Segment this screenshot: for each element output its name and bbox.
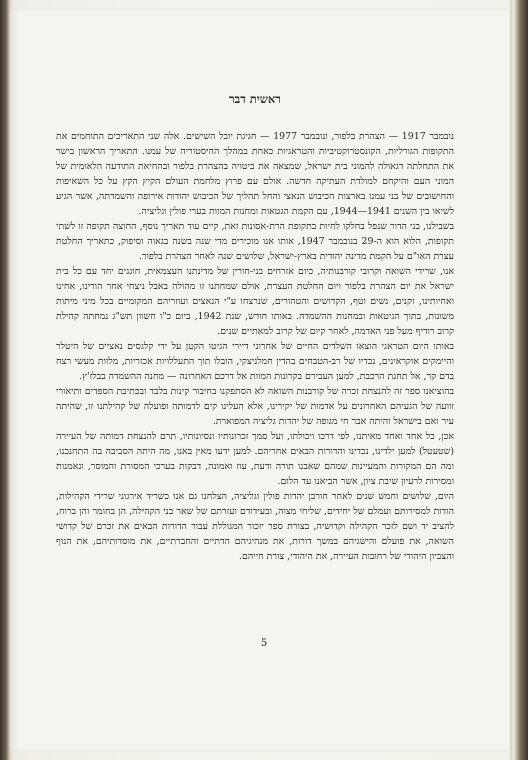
paragraph-4: באותו היום הטראגי הוצאו השלדים החיים של אחרוני דיירי הגיטו הקטן על ידי קלגסים נאציים של היטלר והיימקים אוקראינים, נכדיו של רב-הטבחים בהדין חמלניצקי, הובלו תוך התעללויות אכזריות, מלוות מעשי רצח בדם קר, אל תחנת הרכבת, למען העבירם בקרונות המוות אל דרכם האחרונה — מחנה ההשמדה בבלז'ץ.	[56, 341, 454, 382]
paragraph-3: אנו, שרידי השואה וקרובי קורבנותיה, כיום אזרחים בני-חורין של מדינתנו העצמאית, חוגגים יחד עם כל בית ישראל את יום הצהרת בלפור ויום החלטת העצרת, אולם שמחתנו זו מהולה באבל ניצחי אחר הורינו, אחינו ואחיותינו, זקנים, נשים וטף, הקדושים והטהורים, שנרצחו ע"י הנאצים ועוזריהם המקומיים בכל מיני מיתות משונות, בתוך הגיטאות ובמחנות ההשמדה. באותו חודש, שנת 1942, ביום כ"ו חשוון תש"ג נמחתה קהילת קרוב רודיף מעל פני האדמה, לאחר קיום של קרוב למאתיים שנים.	[56, 266, 454, 337]
page-number: 5	[260, 638, 268, 649]
page-title: ראשית דבר	[229, 92, 281, 106]
paragraph-1: נובמבר 1917 — הצהרת בלפור, ונובמבר 1977 — חגיגת יובל השישים. אלה שני התאריכים התוחמים את התקופות הגורליות, הקונסטרוקטיביות והטראגיות כאחת במהלך ההיסטוריה של עמנו. התאריך הראשון בישר את התחלתה דגאולה להמוני בית ישראל, שמצאה את ביטויה בהצהרת בלפור ובהחיאת התודעה הלאומית של המוני העם והיקחם למולדת העתיקה חדשה. אולם עם פרוץ מלחמת העולם הקיץ הקץ על כל השאיפות והחישובים של בני עמנו בארצות הכיבוש הנאצי והחל תהליך של הכיבוש יהודות אירופה והשמדתה, אשר הגיע לשיאו בין השנים 1941—1944, עם הקמת הגטאות ומחנות המוות בערי פולין וגליציה.	[56, 131, 454, 217]
document-body	[56, 92, 454, 564]
paragraph-6: אכן, כל אחד ואחד מאיתנו, לפי דרכו ויכולתו, ועל סמך זכרונותיו ונסיונותיו, תרם להנצחת דמותה של העיירה (שטעטל) למען ילדינו, נכדינו והדורות הבאים אחריהם. למען ידעו מאין באנו, מה היתה הסביבה בה התחנכנו, ומה הם המקורות והמעיינות שמהם שאבנו תורה ודעת, עוז ואמונה, דבקות בערכי המסורת והמוסר, ונאמנות ומסירות לרעיון שיבת ציון, אשר הביאנו עד הלום.	[56, 431, 454, 487]
paragraph-5: בהוציאנו ספר זה להנצחת זכרה של קורבנות השואה לא הסתפקנו בחיבור קינות בלבד ובכתיבת הספדים ותיאורי זוועה של הגעיהם האחרונים על אדמות של יקירינו, אלא העלינו קים לדמותה ופועלה של קהילתנו זו, שהיתה עיר ואם בישראל והיתה אבר חי מגופה של יהדות גליציה המפוארת.	[56, 386, 454, 427]
paragraph-7: היום, שלושים וחמש שנים לאחר חורבן יהדות פולין וגליציה, הצלחנו גם אנו כשריד אירגוני שרידי הקהילות, הודות למסירותם ועמלם של יחידים, שליחי מצוה, ובעידודם ועזרתם של שאר בני הקהילה, הן בחומר והן ברוח, להציב יד ושם לזכר הקהילה וקדושיה, בצורת ספר יזכור המגוללת עבור הדורות הבאים את זכרם של קדושי השואה, את פועלם והישגיהם במשך דורות, את מנהיגיהם הדתיים והחברתיים, את מוסדותיהם, את הנוף והצביון היהודי של רחובות העיירה, את היהודי, צורת חייהם.	[56, 491, 454, 562]
paragraph-2: בשבילנו, בני הדור שנפל בחלקו לחיות בתקופת הרת-אסונות זאת, קיים עוד תאריך נוסף, החוצה תקופה זו לשתי תקופות, הלוא הוא ה-29 בנובמבר 1947, אותו אנו מוכירים מדי שנה בשנה בגאוה וסיפוק, כתאריך החלטת עצרת האו"ם על הקמת מדינה יהודית בארץ-ישראל, שלושים שנה לאחר הצהרת בלפור.	[56, 221, 454, 262]
